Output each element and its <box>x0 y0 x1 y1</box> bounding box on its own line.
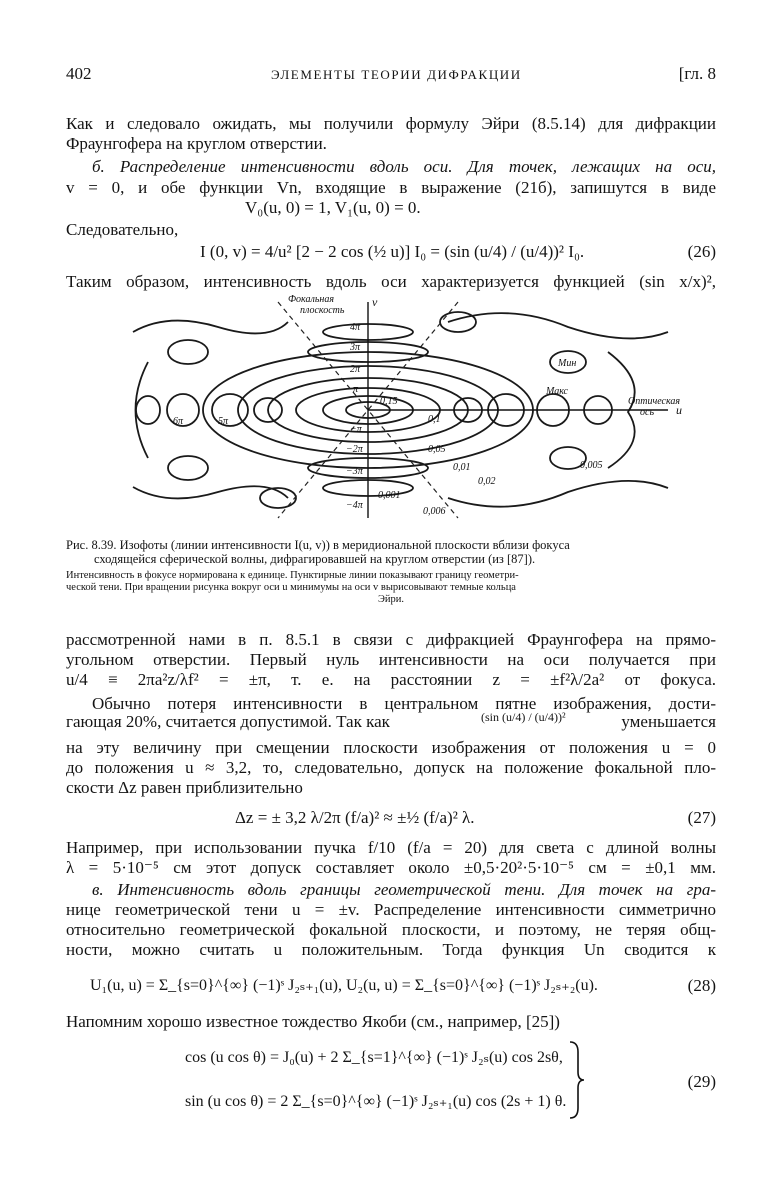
caption-line-1: Рис. 8.39. Изофоты (линии интенсивности I(u, v)) в меридиональной плоскости вблизи фокуса <box>66 538 570 552</box>
label-max: Макс <box>546 386 568 397</box>
optical-axis-label-2: ось <box>640 407 654 418</box>
equation-29b: sin (u cos θ) = 2 Σ_{s=0}^{∞} (−1)ˢ J₂ₛ₊₁(u) cos (2s + 1) θ. <box>185 1093 567 1110</box>
equation-28: U₁(u, u) = Σ_{s=0}^{∞} (−1)ˢ J₂ₛ₊₁(u), U₂(u, u) = Σ_{s=0}^{∞} (−1)ˢ J₂ₛ₊₂(u). <box>90 977 598 994</box>
body-line-1: рассмотренной нами в п. 8.5.1 в связи с дифракцией Фраунгофера на прямо- <box>66 630 716 649</box>
contour-label-0-05: 0,05 <box>428 444 446 455</box>
focal-plane-label-1: Фокальная <box>288 294 334 305</box>
contour-label-0-001: 0,001 <box>378 490 401 501</box>
text-line-4: v = 0, и обе функции Vn, входящие в выражение (21б), запишутся в виде <box>66 178 716 197</box>
tick-4pi: 4π <box>350 322 361 333</box>
contour-label-0-15: 0,15 <box>380 396 398 407</box>
body-line-15: Напомним хорошо известное тождество Якоби (см., например, [25]) <box>66 1012 560 1031</box>
equation-28-number: (28) <box>687 976 716 995</box>
equation-v: V₀(u, 0) = 1, V₁(u, 0) = 0. <box>245 198 421 217</box>
tick-neg-pi: −π <box>350 424 362 435</box>
equation-27-number: (27) <box>687 808 716 827</box>
label-min: Мин <box>558 358 577 369</box>
body-line-9: Например, при использовании пучка f/10 (f/a = 20) для света с длиной волны <box>66 838 716 857</box>
caption-line-3: Интенсивность в фокусе нормирована к единице. Пунктирные линии показывают границу геометри- <box>66 570 519 581</box>
caption-line-2: сходящейся сферической волны, дифрагировавшей на круглом отверстии (из [87]). <box>94 552 536 566</box>
tick-neg-2pi: −2π <box>346 444 363 455</box>
contour-label-0-005: 0,005 <box>580 460 603 471</box>
equation-26: I (0, v) = 4/u² [2 − 2 cos (½ u)] I₀ = (sin (u/4) / (u/4))² I₀. <box>200 242 585 261</box>
isophote-figure <box>128 292 713 522</box>
body-line-5-c: уменьшается <box>621 712 716 731</box>
caption-line-5: Эйри. <box>377 594 405 605</box>
body-line-7: до положения u ≈ 3,2, то, следовательно, допуск на положение фокальной пло- <box>66 758 716 777</box>
body-line-5-fraction: (sin (u/4) / (u/4))² <box>481 710 566 724</box>
body-line-5-a: гающая 20%, считается допустимой. Так как <box>66 712 390 731</box>
axes <box>368 302 668 518</box>
body-line-11: в. Интенсивность вдоль границы геометрической тени. Для точек на гра- <box>92 880 716 899</box>
body-line-3: u/4 ≡ 2πa²z/λf² = ±π, т. е. на расстоянии z = ±f²λ/2a² от фокуса. <box>66 670 716 689</box>
body-line-4: Обычно потеря интенсивности в центральном пятне изображения, дости- <box>92 694 716 713</box>
equation-27: Δz = ± 3,2 λ/2π (f/a)² ≈ ±½ (f/a)² λ. <box>235 808 475 827</box>
tick-neg-3pi: −3π <box>346 466 363 477</box>
equation-29-number: (29) <box>687 1072 716 1091</box>
body-line-2: угольном отверстии. Первый нуль интенсивности на оси получается при <box>66 650 716 669</box>
text-line-1: Как и следовало ожидать, мы получили формулу Эйри (8.5.14) для дифракции <box>66 114 716 133</box>
running-title: ЭЛЕМЕНТЫ ТЕОРИИ ДИФРАКЦИИ <box>271 67 522 82</box>
chapter-label: [гл. 8 <box>678 64 716 83</box>
left-label-6pi: 6π <box>173 416 184 427</box>
body-line-5 <box>66 712 716 732</box>
body-line-6: на эту величину при смещении плоскости изображения от положения u = 0 <box>66 738 716 757</box>
body-line-10: λ = 5·10⁻⁵ см этот допуск составляет около ±0,5·20²·5·10⁻⁵ см = ±0,1 мм. <box>66 858 716 877</box>
page-number: 402 <box>66 64 92 83</box>
axis-u-label: u <box>676 403 682 417</box>
body-line-12: нице геометрической тени u = ±v. Распределение интенсивности симметрично <box>66 900 716 919</box>
contour-label-0-01: 0,01 <box>453 462 471 473</box>
tick-2pi: 2π <box>350 364 361 375</box>
text-line-2: Фраунгофера на круглом отверстии. <box>66 134 327 153</box>
body-line-8: скости Δz равен приблизительно <box>66 778 303 797</box>
text-line-6: Таким образом, интенсивность вдоль оси характеризуется функцией (sin x/x)², <box>66 272 716 291</box>
equation-29-brace <box>566 1040 586 1120</box>
tick-3pi: 3π <box>350 342 361 353</box>
running-header <box>66 64 716 88</box>
body-line-13: относительно геометрической фокальной плоскости, и поэтому, не теряя общ- <box>66 920 716 939</box>
optical-axis-label-1: Оптическая <box>628 396 681 407</box>
left-label-5pi: 5π <box>218 416 229 427</box>
contour-label-0-02: 0,02 <box>478 476 496 487</box>
tick-pi: π <box>353 384 359 395</box>
text-line-3: б. Распределение интенсивности вдоль оси. Для точек, лежащих на оси, <box>92 157 716 176</box>
body-line-14: ности, можно считать u положительным. Тогда функция Un сводится к <box>66 940 716 959</box>
equation-26-number: (26) <box>687 242 716 261</box>
axis-v-label: v <box>372 295 378 309</box>
text-line-5: Следовательно, <box>66 220 179 239</box>
contour-label-0-1: 0,1 <box>428 414 441 425</box>
focal-plane-label-2: плоскость <box>300 305 345 316</box>
tick-neg-4pi: −4π <box>346 500 363 511</box>
caption-line-4: ческой тени. При вращении рисунка вокруг оси u минимумы на оси v вырисовывают темные кольца <box>66 582 516 593</box>
equation-29a: cos (u cos θ) = J₀(u) + 2 Σ_{s=1}^{∞} (−1)ˢ J₂ₛ(u) cos 2sθ, <box>185 1049 563 1066</box>
contour-label-0-006: 0,006 <box>423 506 446 517</box>
